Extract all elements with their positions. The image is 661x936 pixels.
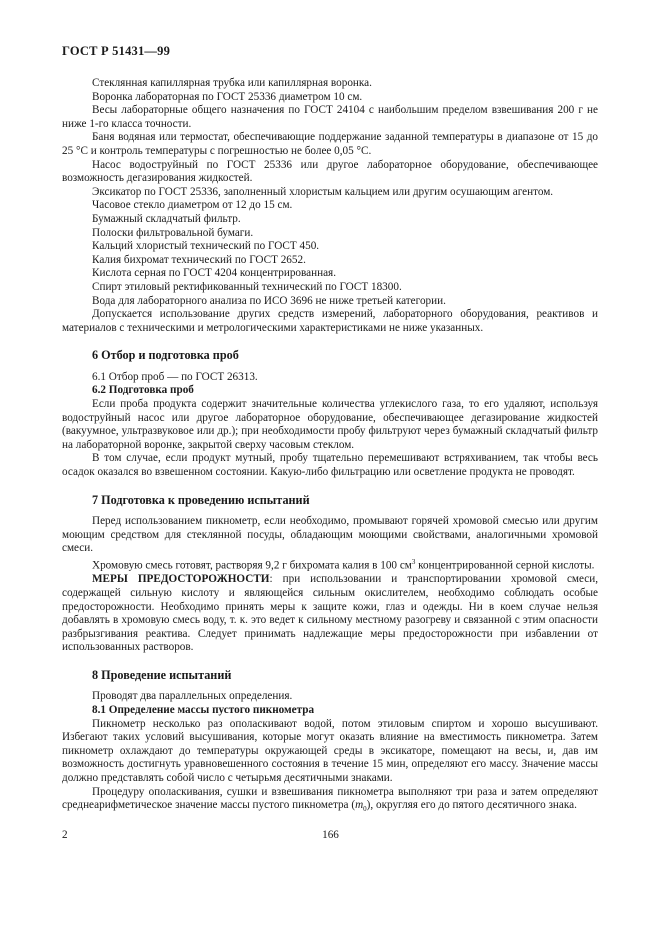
section-8-1-heading: 8.1 Определение массы пустого пикнометра <box>92 704 315 717</box>
subscript: 0 <box>363 805 367 814</box>
list-item: Бумажный складчатый фильтр. <box>92 212 241 225</box>
list-item: Эксикатор по ГОСТ 25336, заполненный хлористым кальцием или другим осушающим агентом. <box>92 185 554 198</box>
text-run: концентрированной серной кислоты. <box>415 559 595 572</box>
text-run: : при использовании и транспортировании хромовой смеси, содержащей сильную кислоту и являющейся сильным окислителем, необходимо соблюдать особые предосторожности. Необходимо принять меры к защите кожи, глаз и одежды. Ни в коем случае нельзя добавлять в хромовую смесь воду, т. к. это ведет к сильному местному разогреву и связанной с этим опасности разбрызгивания реактива. Следует принимать надлежащие меры предосторожности при избавлении от использованных растворов. <box>62 573 599 654</box>
list-item: Баня водяная или термостат, обеспечивающие поддержание заданной температуры в диапазоне от 15 до 25 °С и контроль температуры с погрешностью не более 0,05 °С. <box>62 131 598 157</box>
text-run: Хромовую смесь готовят, растворяя 9,2 г бихромата калия в 100 см <box>92 559 412 572</box>
section-8-1-paragraph <box>62 786 598 817</box>
section-6-2-paragraph: В том случае, если продукт мутный, пробу тщательно перемешивают встряхиванием, так чтобы весь осадок оказался во взвешенном состоянии. Какую-либо фильтрацию или осветление продукта не проводят. <box>62 452 598 479</box>
list-item: Вода для лабораторного анализа по ИСО 3696 не ниже третьей категории. <box>92 294 446 307</box>
list-item: Допускается использование других средств измерений, лабораторного оборудования, реактивов и материалов с техническими и метрологическими характеристиками не ниже указанных. <box>62 308 598 334</box>
section-8-paragraph: Проводят два параллельных определения. <box>92 690 293 703</box>
text-run: ), округляя его до пятого десятичного знака. <box>366 799 577 812</box>
page-number-center: 166 <box>322 829 339 841</box>
list-item: Весы лабораторные общего назначения по ГОСТ 24104 с наибольшим пределом взвешивания 200 г не ниже 1-го класса точности. <box>62 104 598 130</box>
list-item: Кислота серная по ГОСТ 4204 концентрированная. <box>92 267 336 280</box>
list-item: Калия бихромат технический по ГОСТ 2652. <box>92 253 306 266</box>
list-item: Воронка лабораторная по ГОСТ 25336 диаметром 10 см. <box>92 90 363 103</box>
document-id: ГОСТ Р 51431—99 <box>62 44 171 58</box>
list-item: Насос водоструйный по ГОСТ 25336 или другое лабораторное оборудование, обеспечивающее возможность дегазирования жидкостей. <box>62 158 598 185</box>
list-item: Полоски фильтровальной бумаги. <box>92 226 254 239</box>
section-7-paragraph <box>62 556 598 573</box>
section-7-heading: 7 Подготовка к проведению испытаний <box>92 492 310 507</box>
list-item: Спирт этиловый ректификованный технический по ГОСТ 18300. <box>92 280 402 293</box>
section-6-heading: 6 Отбор и подготовка проб <box>92 348 239 363</box>
section-6-1: 6.1 Отбор проб — по ГОСТ 26313. <box>92 370 258 383</box>
warning-label: МЕРЫ ПРЕДОСТОРОЖНОСТИ <box>92 573 270 586</box>
section-7-warning <box>62 573 598 655</box>
section-8-heading: 8 Проведение испытаний <box>92 667 232 682</box>
text-run: Процедуру ополаскивания, сушки и взвешивания пикнометра выполняют три раза и затем определяют среднеарифметическое значение массы пустого пикнометра ( <box>62 785 598 812</box>
superscript: 3 <box>411 558 416 566</box>
page-number-left: 2 <box>62 829 68 841</box>
list-item: Часовое стекло диаметром от 12 до 15 см. <box>92 199 293 212</box>
section-7-paragraph: Перед использованием пикнометр, если необходимо, промывают горячей хромовой смесью или другим моющим средством для стеклянной посуды, обладающим моющими свойствами, аналогичными хромовой смеси. <box>62 515 598 555</box>
variable: m <box>355 799 364 812</box>
section-8-1-paragraph: Пикнометр несколько раз ополаскивают водой, потом этиловым спиртом и хорошо высушивают. Избегают таких условий высушивания, которые могут оказать влияние на вместимость пикнометра. Затем пикнометр охлаждают до температуры окружающей среды в эксикаторе, помещают на весы, и, дав им возможность достигнуть уравновешенного состояния в течение 15 мин, определяют его массу. Значение массы должно представлять собой число с четырьмя десятичными знаками. <box>62 717 598 785</box>
section-6-2-heading: 6.2 Подготовка проб <box>92 384 194 397</box>
document-body <box>62 77 598 817</box>
list-item: Стеклянная капиллярная трубка или капиллярная воронка. <box>92 77 372 89</box>
list-item: Кальций хлористый технический по ГОСТ 450. <box>92 240 320 253</box>
section-6-2-paragraph: Если проба продукта содержит значительные количества углекислого газа, то его удаляют, используя водоструйный насос или другое лабораторное оборудование, обеспечивающее дегазирование жидкостей (вакуумное, ультразвуковое или др.); при необходимости пробу фильтруют через бумажный складчатый фильтр на лабораторной воронке, закрытой сверху часовым стеклом. <box>62 398 598 451</box>
